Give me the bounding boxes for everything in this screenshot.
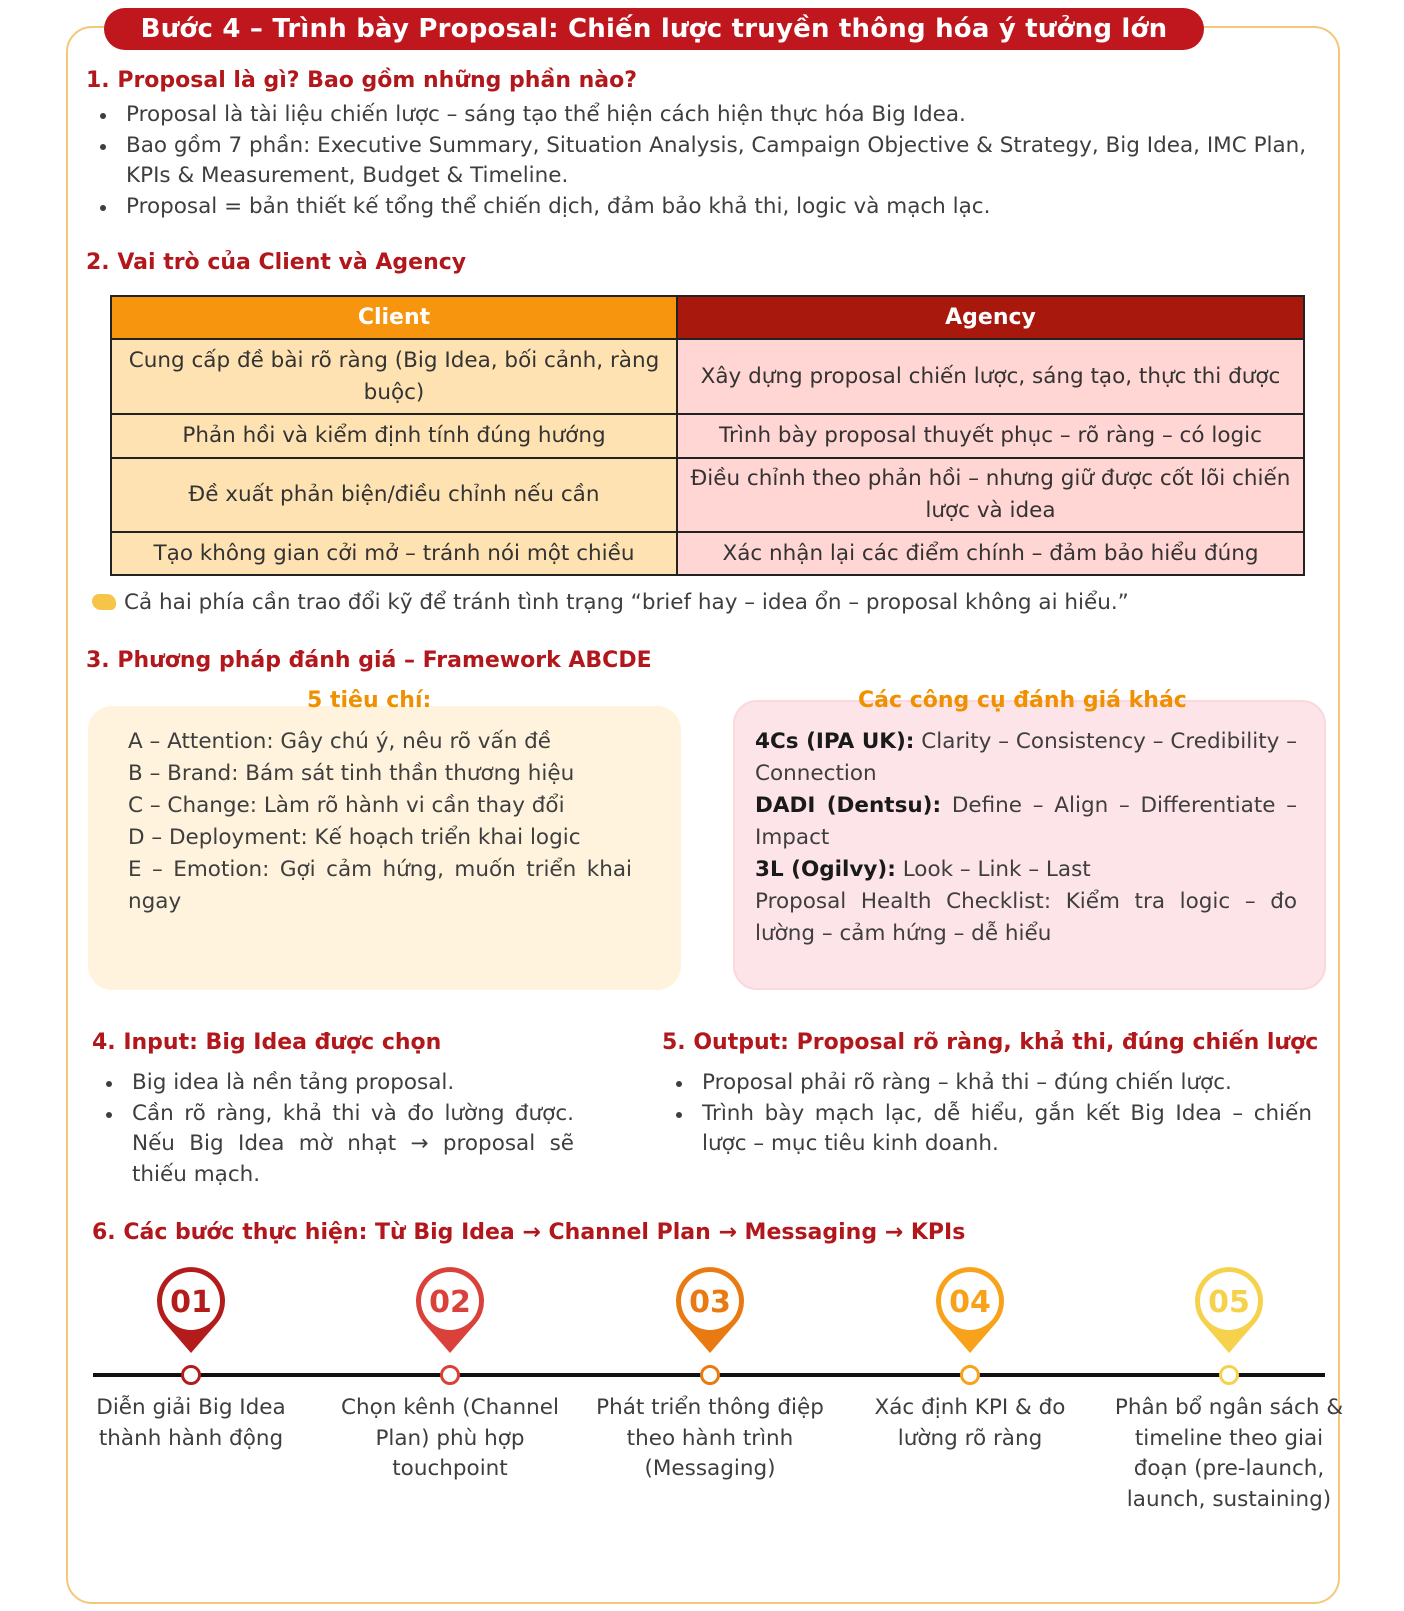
step-pin-icon bbox=[414, 1266, 486, 1354]
list-item: Proposal là tài liệu chiến lược – sáng tạo thể hiện cách hiện thực hóa Big Idea. bbox=[86, 100, 1316, 131]
criterion: D – Deployment: Kế hoạch triển khai logic bbox=[128, 825, 581, 850]
page-title-banner: Bước 4 – Trình bày Proposal: Chiến lược truyền thông hóa ý tưởng lớn bbox=[104, 8, 1204, 50]
step-label: Phân bổ ngân sách & timeline theo giai đoạn (pre-launch, launch, sustaining) bbox=[1114, 1395, 1344, 1512]
section-4-list bbox=[92, 1068, 574, 1190]
tool-desc: Look – Link – Last bbox=[902, 857, 1091, 882]
section-5-list bbox=[662, 1068, 1312, 1160]
list-item: Trình bày mạch lạc, dễ hiểu, gắn kết Big Idea – chiến lược – mục tiêu kinh doanh. bbox=[662, 1099, 1312, 1160]
tool-item bbox=[755, 854, 1297, 886]
step-label: Xác định KPI & đo lường rõ ràng bbox=[874, 1395, 1066, 1451]
criteria-list bbox=[128, 726, 632, 918]
step-label: Diễn giải Big Idea thành hành động bbox=[96, 1395, 286, 1451]
roles-table bbox=[110, 295, 1305, 576]
criterion: A – Attention: Gây chú ý, nêu rõ vấn đề bbox=[128, 729, 552, 754]
section-5-heading: 5. Output: Proposal rõ ràng, khả thi, đúng chiến lược bbox=[662, 1030, 1319, 1055]
table-cell-client: Phản hồi và kiểm định tính đúng hướng bbox=[111, 414, 677, 458]
table-header-client: Client bbox=[111, 296, 677, 339]
table-cell-agency: Điều chỉnh theo phản hồi – nhưng giữ được cốt lõi chiến lược và idea bbox=[677, 458, 1304, 532]
table-header-agency: Agency bbox=[677, 296, 1304, 339]
table-cell-agency: Xây dựng proposal chiến lược, sáng tạo, thực thi được bbox=[677, 339, 1304, 414]
section-1-heading: 1. Proposal là gì? Bao gồm những phần nào? bbox=[86, 68, 638, 93]
step-number: 02 bbox=[429, 1285, 471, 1320]
tool-desc: Define – Align – Differentiate – Impact bbox=[755, 793, 1297, 850]
step-pin-icon bbox=[934, 1266, 1006, 1354]
section-6-heading: 6. Các bước thực hiện: Từ Big Idea → Channel Plan → Messaging → KPIs bbox=[92, 1220, 966, 1245]
tool-desc: Proposal Health Checklist: Kiểm tra logic – đo lường – cảm hứng – dễ hiểu bbox=[755, 889, 1297, 946]
table-cell-client: Đề xuất phản biện/điều chỉnh nếu cần bbox=[111, 458, 677, 532]
collaboration-note bbox=[92, 590, 1129, 615]
step-pin-icon bbox=[1193, 1266, 1265, 1354]
list-item: Cần rõ ràng, khả thi và đo lường được. Nếu Big Idea mờ nhạt → proposal sẽ thiếu mạch. bbox=[92, 1099, 574, 1191]
tools-title: Các công cụ đánh giá khác bbox=[858, 688, 1187, 713]
timeline-dot bbox=[700, 1365, 720, 1385]
list-item: Big idea là nền tảng proposal. bbox=[92, 1068, 574, 1099]
step-number: 03 bbox=[689, 1285, 731, 1320]
tools-list bbox=[755, 726, 1297, 950]
timeline-dot bbox=[1219, 1365, 1239, 1385]
tool-desc: Clarity – Consistency – Credibility – Connection bbox=[755, 729, 1297, 786]
criterion: E – Emotion: Gợi cảm hứng, muốn triển khai ngay bbox=[128, 857, 632, 914]
tool-item bbox=[755, 726, 1297, 790]
step-number: 05 bbox=[1208, 1285, 1250, 1320]
step-pin-icon bbox=[155, 1266, 227, 1354]
table-cell-agency: Trình bày proposal thuyết phục – rõ ràng – có logic bbox=[677, 414, 1304, 458]
section-1-list bbox=[86, 100, 1316, 222]
step-number: 04 bbox=[949, 1285, 991, 1320]
criterion: B – Brand: Bám sát tinh thần thương hiệu bbox=[128, 761, 575, 786]
tool-name: DADI (Dentsu): bbox=[755, 793, 942, 818]
list-item: Proposal phải rõ ràng – khả thi – đúng chiến lược. bbox=[662, 1068, 1312, 1099]
section-4-heading: 4. Input: Big Idea được chọn bbox=[92, 1030, 442, 1055]
table-cell-agency: Xác nhận lại các điểm chính – đảm bảo hiểu đúng bbox=[677, 532, 1304, 575]
criterion: C – Change: Làm rõ hành vi cần thay đổi bbox=[128, 793, 565, 818]
tool-name: 3L (Ogilvy): bbox=[755, 857, 896, 882]
section-2-heading: 2. Vai trò của Client và Agency bbox=[86, 250, 467, 275]
step-number: 01 bbox=[170, 1285, 212, 1320]
tool-name: 4Cs (IPA UK): bbox=[755, 729, 915, 754]
table-cell-client: Cung cấp đề bài rõ ràng (Big Idea, bối cảnh, ràng buộc) bbox=[111, 339, 677, 414]
tool-item bbox=[755, 790, 1297, 854]
handshake-icon bbox=[92, 594, 116, 610]
list-item: Bao gồm 7 phần: Executive Summary, Situation Analysis, Campaign Objective & Strategy, Big Idea, IMC Plan, KPIs & Measurement, Budget & Timeline. bbox=[86, 131, 1316, 192]
step-label: Chọn kênh (Channel Plan) phù hợp touchpoint bbox=[341, 1395, 559, 1481]
step-pin-icon bbox=[674, 1266, 746, 1354]
timeline-dot bbox=[440, 1365, 460, 1385]
timeline-dot bbox=[960, 1365, 980, 1385]
criteria-title: 5 tiêu chí: bbox=[307, 688, 432, 713]
tool-item bbox=[755, 886, 1297, 950]
note-text: Cả hai phía cần trao đổi kỹ để tránh tình trạng “brief hay – idea ổn – proposal không ai hiểu.” bbox=[124, 590, 1129, 615]
list-item: Proposal = bản thiết kế tổng thể chiến dịch, đảm bảo khả thi, logic và mạch lạc. bbox=[86, 192, 1316, 223]
step-label: Phát triển thông điệp theo hành trình (Messaging) bbox=[596, 1395, 824, 1481]
section-3-heading: 3. Phương pháp đánh giá – Framework ABCDE bbox=[86, 648, 652, 673]
table-cell-client: Tạo không gian cởi mở – tránh nói một chiều bbox=[111, 532, 677, 575]
timeline-dot bbox=[181, 1365, 201, 1385]
